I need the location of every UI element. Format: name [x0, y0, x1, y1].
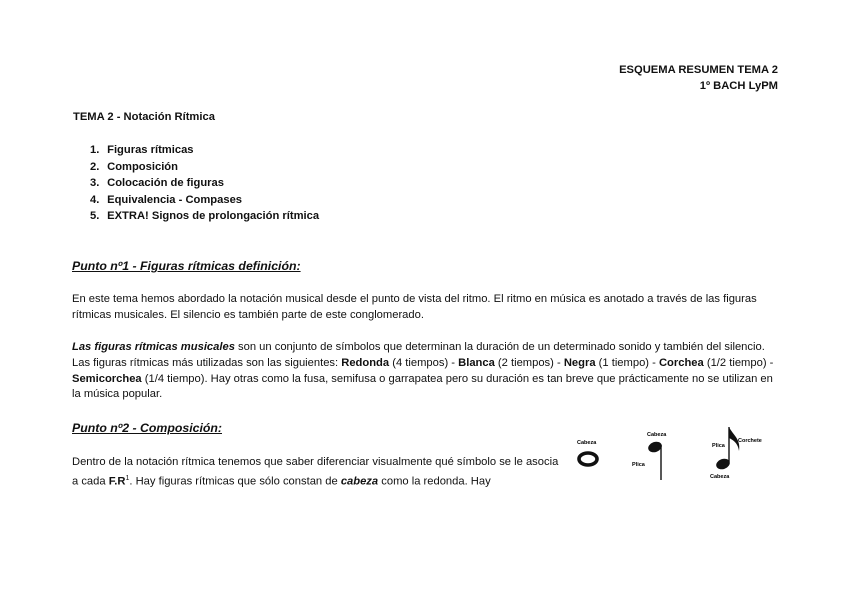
whole-note-head-label: Cabeza	[577, 440, 597, 446]
section1-paragraph2: Las figuras rítmicas musicales son un conjunto de símbolos que determinan la duración de un determinado sonido y también del silencio. Las figuras rítmicas más utilizadas son las siguientes: Redonda (4 tiempos) - Blanca (2 tiempos) - Negra (1 tiempo) - Corchea (1/2 tiempo) - Semicorchea (1/4 tiempo). Hay otras como la fusa, semifusa o garrapatea pero su duración es tan breve que prácticamente no se utilizan en la música popular.	[72, 341, 774, 401]
section2-paragraph: Dentro de la notación rítmica tenemos que saber diferenciar visualmente qué símbolo se le asocia a cada $F.R^1$. Hay figuras rítmicas que sólo constan de cabeza como la redonda. Hay	[72, 456, 559, 488]
eighth-note-head-label: Cabeza	[710, 474, 730, 480]
eighth-note-stem-label: Plica	[712, 443, 725, 449]
whole-note-icon	[579, 453, 597, 465]
quarter-note-stem-label: Plica	[632, 462, 645, 468]
document-header	[619, 62, 778, 94]
toc-item: 2. Composición	[90, 160, 178, 173]
toc-item: 1. Figuras rítmicas	[90, 144, 194, 156]
section1-paragraph1: En este tema hemos abordado la notación musical desde el punto de vista del ritmo. El ritmo en música es anotado a través de las figuras rítmicas musicales. El silencio es también parte de este conglomerado.	[72, 293, 757, 321]
table-of-contents	[90, 142, 319, 225]
toc-item: 5. EXTRA! Signos de prolongación rítmica	[90, 210, 320, 223]
header-course: 1º BACH LyPM	[699, 80, 778, 92]
section1-title: Punto nº1 - Figuras rítmicas definición:	[72, 259, 301, 273]
toc-item: 4. Equivalencia - Compases	[90, 193, 243, 206]
quarter-note-icon	[647, 440, 664, 480]
toc-item: 3. Colocación de figuras	[90, 177, 224, 190]
eighth-note-icon	[715, 427, 740, 471]
eighth-note-flag-label: Corchete	[738, 438, 762, 444]
header-title: ESQUEMA RESUMEN TEMA 2	[619, 64, 778, 76]
section2-title: Punto nº2 - Composición:	[72, 421, 222, 435]
note-parts-figure	[570, 425, 770, 495]
quarter-note-head-label: Cabeza	[647, 432, 667, 438]
topic-title: TEMA 2 - Notación Rítmica	[73, 111, 215, 123]
